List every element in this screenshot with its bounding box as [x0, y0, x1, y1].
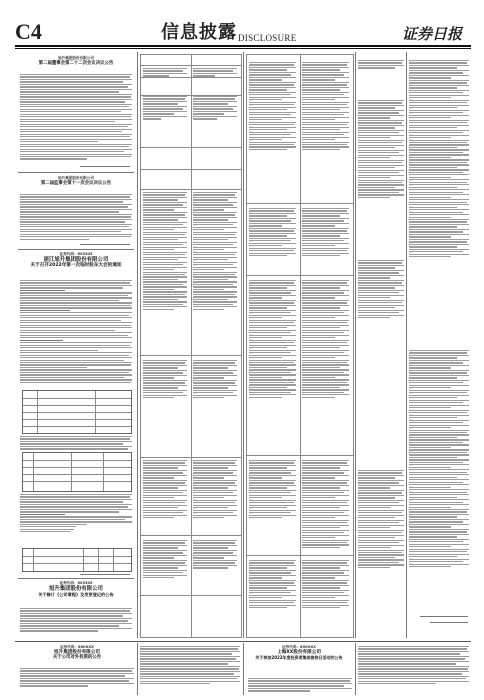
- table-cell-text: [358, 260, 404, 320]
- announcement-body: [140, 646, 240, 686]
- masthead-rule-thin: [15, 48, 471, 49]
- column-divider: [355, 52, 356, 638]
- table-cell-text: [358, 60, 404, 70]
- column-divider: [137, 643, 138, 695]
- table-cell-text: [302, 62, 349, 151]
- table-cell-text: [143, 96, 187, 121]
- bottom-section-rule: [15, 641, 471, 642]
- table-cell-text: [249, 280, 296, 399]
- announcement-heading: 旭升集团股份有限公司 第二届监事会第十一次会议决议公告: [40, 176, 112, 186]
- page-number: C4: [15, 19, 42, 44]
- data-table: [22, 548, 132, 572]
- announcement-separator: [18, 172, 134, 173]
- announcement-body: [358, 646, 469, 686]
- announcement-body: [248, 678, 352, 693]
- table-cell-text: [143, 68, 187, 78]
- table-cell-text: [409, 350, 469, 569]
- table-cell-text: [358, 100, 404, 199]
- column-divider: [243, 52, 244, 638]
- data-table: [22, 390, 132, 434]
- table-cell-text: [249, 208, 296, 258]
- section-title-en: DISCLOSURE: [238, 33, 297, 43]
- table-cell-text: [302, 280, 349, 399]
- table-cell-text: [193, 96, 237, 121]
- table-cell-text: [358, 470, 404, 569]
- announcement-separator: [18, 249, 134, 250]
- announcement-body: [20, 608, 132, 633]
- table-cell-text: [249, 560, 296, 610]
- announcement-body: [20, 668, 134, 688]
- announcement-heading: 证券代码：600XXX 上海XX股份有限公司 关于参加2022年度投资者集体接待日活动的公告: [255, 645, 343, 661]
- table-cell-text: [143, 460, 187, 520]
- announcement-heading: 证券代码：600XXX 旭升集团股份有限公司 关于公司对外投资的公告: [52, 645, 102, 661]
- signature-line: [80, 574, 130, 575]
- table-cell-text: [143, 540, 187, 580]
- signature-line: [430, 622, 468, 623]
- table-cell-text: [193, 460, 237, 520]
- newspaper-logo: 证券日报: [402, 25, 463, 43]
- signature-line: [80, 244, 130, 245]
- table-cell-text: [302, 208, 349, 258]
- column-divider: [137, 52, 138, 638]
- announcement-body: [20, 280, 132, 384]
- column-divider: [406, 52, 407, 638]
- announcement-body: [20, 436, 132, 451]
- signature-line: [420, 616, 468, 617]
- announcement-body: [20, 74, 132, 161]
- announcement-heading: 证券代码：603305 浙江旭升集团股份有限公司 关于召开2022年第一次临时股东大会的通知: [30, 252, 122, 269]
- data-table: [22, 452, 132, 492]
- masthead-rule: [15, 45, 471, 47]
- section-title: 信息披露: [161, 22, 237, 43]
- announcement-body: [20, 194, 132, 241]
- announcement-separator: [18, 578, 134, 579]
- signature-line: [80, 166, 130, 167]
- table-cell-text: [302, 560, 349, 610]
- column-divider: [355, 643, 356, 695]
- table-cell-text: [193, 68, 237, 78]
- table-cell-text: [143, 360, 187, 400]
- table-cell-text: [249, 460, 296, 520]
- masthead: [0, 0, 484, 44]
- column-divider: [243, 643, 244, 695]
- table-cell-text: [193, 540, 237, 570]
- announcement-heading: 旭升集团股份有限公司 第二届董事会第二十二次会议决议公告: [38, 56, 114, 66]
- table-cell-text: [249, 62, 296, 151]
- table-cell-text: [193, 192, 237, 311]
- table-cell-text: [143, 192, 187, 311]
- table-cell-text: [302, 460, 349, 549]
- announcement-heading: 证券代码：603305 旭升集团股份有限公司 关于修订《公司章程》及变更登记的公告: [38, 581, 114, 598]
- table-cell-text: [193, 360, 237, 400]
- table-cell-text: [409, 60, 469, 259]
- announcement-body: [20, 494, 132, 534]
